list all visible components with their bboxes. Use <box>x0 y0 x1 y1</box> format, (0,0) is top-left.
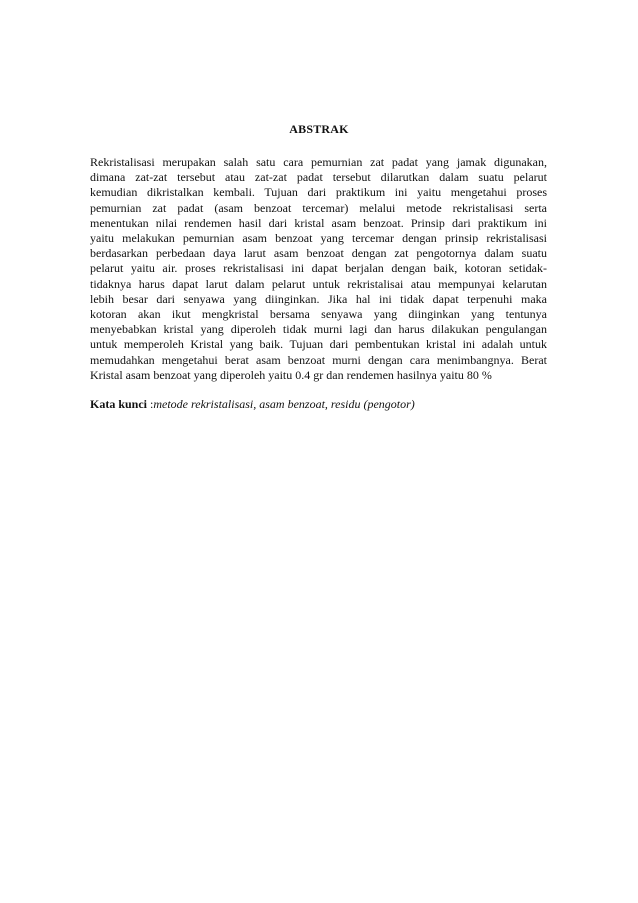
abstract-line: kotoran akan ikut mengkristal bersama senyawa yang diinginkan yang tentunya <box>90 307 547 322</box>
abstract-line: Kristal asam benzoat yang diperoleh yaitu 0.4 gr dan rendemen hasilnya yaitu 80 % <box>90 367 492 382</box>
abstract-line: pelarut yaitu air. proses rekristalisasi ini dapat berjalan dengan baik, kotoran setidak- <box>90 261 547 276</box>
abstract-line: menyebabkan kristal yang diperoleh tidak murni lagi dan harus dilakukan pengulangan <box>90 322 547 337</box>
abstract-title: ABSTRAK <box>289 122 349 136</box>
abstract-line: kemudian dikristalkan kembali. Tujuan dari praktikum ini yaitu mengetahui proses <box>90 185 547 200</box>
abstract-line: tidaknya harus dapat larut dalam pelarut untuk rekristalisai atau mempunyai kelarutan <box>90 276 547 291</box>
keywords-separator: : <box>150 397 154 411</box>
abstract-line: menentukan nilai rendemen hasil dari kristal asam benzoat. Prinsip dari praktikum ini <box>90 215 547 230</box>
abstract-line: dimana zat-zat tersebut atau zat-zat padat tersebut dilarutkan dalam suatu pelarut <box>90 170 547 185</box>
abstract-line: Rekristalisasi merupakan salah satu cara pemurnian zat padat yang jamak digunakan, <box>90 155 547 169</box>
abstract-body <box>90 155 547 383</box>
keywords <box>90 397 547 412</box>
keywords-label: Kata kunci <box>90 397 148 411</box>
abstract-line: lebih besar dari senyawa yang diinginkan. Jika hal ini tidak dapat terpenuhi maka <box>90 291 547 306</box>
abstract-line: berdasarkan perbedaan daya larut asam benzoat dengan zat pengotornya dalam suatu <box>90 246 547 261</box>
keywords-value: metode rekristalisasi, asam benzoat, residu (pengotor) <box>153 397 415 411</box>
abstract-line: yaitu melakukan pemurnian asam benzoat yang tercemar dengan prinsip rekristalisasi <box>90 231 547 246</box>
abstract-line: pemurnian zat padat (asam benzoat tercemar) melalui metode rekristalisasi serta <box>90 200 547 215</box>
abstract-line: untuk memperoleh Kristal yang baik. Tujuan dari pembentukan kristal ini adalah untuk <box>90 337 547 352</box>
abstract-line: memudahkan mengetahui berat asam benzoat murni dengan cara menimbangnya. Berat <box>90 352 547 367</box>
